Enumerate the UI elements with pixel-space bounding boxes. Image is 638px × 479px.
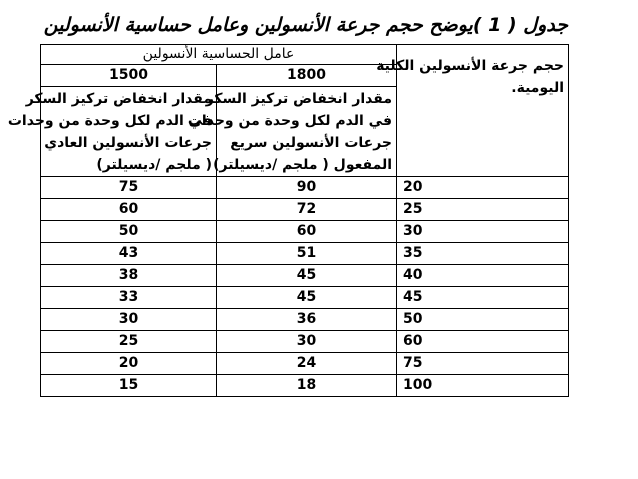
desc-1800-line: مقدار انخفاض تركيز السكر: [205, 91, 393, 107]
value-1800-cell: 36: [217, 309, 397, 331]
desc-1500-line: جرعات الأنسولين العادي: [44, 135, 213, 151]
table-row: [41, 199, 569, 221]
header-desc-1500: [7, 87, 217, 177]
dose-cell: 60: [397, 331, 569, 353]
header-factor: عامل الحساسية الأنسولين: [41, 45, 397, 65]
table-row: [41, 177, 569, 199]
dose-cell: 50: [397, 309, 569, 331]
value-1500-cell: 20: [41, 353, 217, 375]
desc-1800-line: في الدم لكل وحدة من وحدات: [187, 113, 393, 129]
value-1800-cell: 72: [217, 199, 397, 221]
value-1800-cell: 90: [217, 177, 397, 199]
header-row-factor: [41, 45, 569, 65]
page-title: جدول ( 1 )يوضح حجم جرعة الأنسولين وعامل حساسية الأنسولين: [43, 14, 568, 36]
value-1500-cell: 33: [41, 287, 217, 309]
desc-1800-line: جرعات الأنسولين سريع: [230, 135, 393, 151]
value-1500-cell: 25: [41, 331, 217, 353]
value-1800-cell: 45: [217, 287, 397, 309]
dose-cell: 75: [397, 353, 569, 375]
header-desc-1800: [187, 87, 397, 177]
value-1800-cell: 45: [217, 265, 397, 287]
table-row: [41, 353, 569, 375]
table-row: [41, 375, 569, 397]
header-dose-line1: حجم جرعة الأنسولين الكلية: [376, 58, 565, 74]
desc-1500-line: في الدم لكل وحدة من وحدات: [7, 113, 213, 129]
value-1800-cell: 60: [217, 221, 397, 243]
value-1800-cell: 24: [217, 353, 397, 375]
desc-1500-line: ( ملجم /ديسيلتر): [96, 157, 213, 173]
value-1500-cell: 75: [41, 177, 217, 199]
table-row: [41, 265, 569, 287]
dose-cell: 35: [397, 243, 569, 265]
insulin-table: [7, 44, 569, 397]
value-1500-cell: 60: [41, 199, 217, 221]
dose-cell: 40: [397, 265, 569, 287]
desc-1500-line: مقدار انخفاض تركيز السكر: [25, 91, 213, 107]
header-col-1800: 1800: [217, 65, 397, 87]
value-1800-cell: 51: [217, 243, 397, 265]
dose-cell: 20: [397, 177, 569, 199]
table-row: [41, 221, 569, 243]
table-row: [41, 331, 569, 353]
dose-cell: 25: [397, 199, 569, 221]
desc-1800-line: المفعول ( ملجم /ديسيلتر): [213, 157, 393, 173]
value-1500-cell: 38: [41, 265, 217, 287]
value-1500-cell: 15: [41, 375, 217, 397]
value-1800-cell: 18: [217, 375, 397, 397]
value-1500-cell: 43: [41, 243, 217, 265]
table-row: [41, 243, 569, 265]
value-1500-cell: 50: [41, 221, 217, 243]
value-1800-cell: 30: [217, 331, 397, 353]
header-dose: [376, 45, 569, 177]
dose-cell: 30: [397, 221, 569, 243]
header-dose-line2: اليومية.: [511, 80, 565, 96]
value-1500-cell: 30: [41, 309, 217, 331]
dose-cell: 100: [397, 375, 569, 397]
header-col-1500: 1500: [41, 65, 217, 87]
table-row: [41, 309, 569, 331]
dose-cell: 45: [397, 287, 569, 309]
table-row: [41, 287, 569, 309]
